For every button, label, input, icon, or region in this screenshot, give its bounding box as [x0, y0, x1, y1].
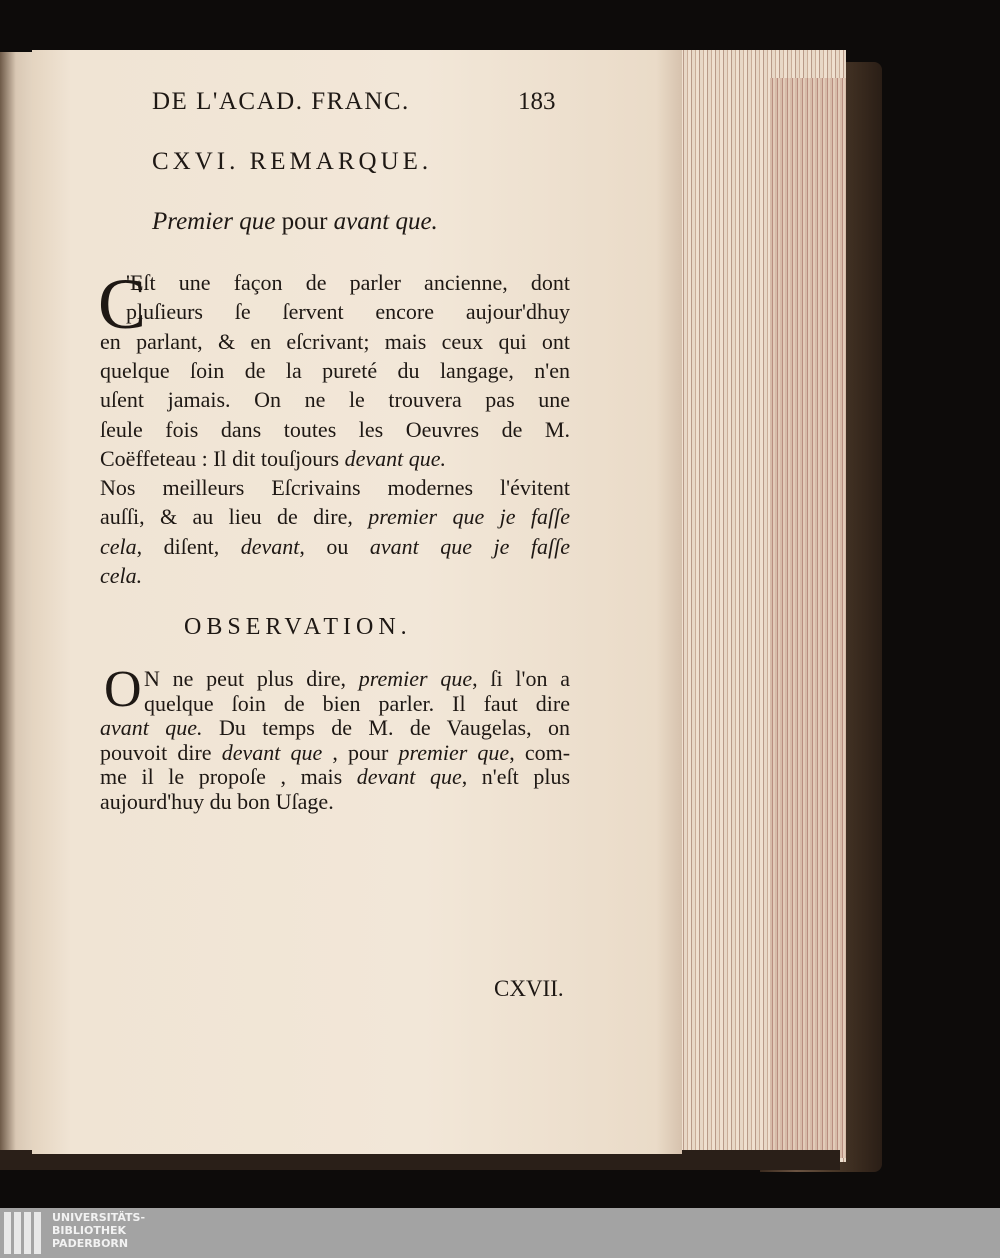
text-segment: premier que je faſſe — [368, 504, 570, 530]
text-line — [100, 417, 570, 443]
text-segment: pouvoit dire — [100, 739, 222, 765]
text-segment: auſſi, & au lieu de dire, — [100, 504, 369, 530]
text-segment: , diſent, — [136, 533, 241, 559]
text-line — [144, 666, 570, 692]
logo-line: BIBLIOTHEK — [52, 1224, 127, 1237]
text-segment: ſeule fois dans toutes les Oeuvres de M. — [100, 416, 570, 442]
logo-line: PADERBORN — [52, 1237, 129, 1250]
text-segment: Du temps de M. de Vaugelas, on — [202, 715, 570, 740]
text-segment: pluſieurs ſe ſervent encore aujour'dhuy — [126, 299, 570, 325]
text-segment: avant que. — [100, 715, 203, 740]
text-segment: quelque ſoin de la pureté du langage, n'en — [100, 357, 570, 383]
text-line — [100, 329, 570, 355]
text-line — [100, 715, 570, 741]
text-line — [126, 299, 570, 325]
text-line — [100, 534, 570, 560]
observation-dropcap: O — [104, 661, 142, 718]
text-segment: quelque ſoin de bien parler. Il faut dire — [144, 690, 570, 716]
library-logo-icon — [4, 1212, 44, 1254]
text-segment: cela. — [100, 563, 143, 588]
remark-title: CXVI. REMARQUE. — [152, 148, 433, 175]
text-segment: , n'eſt plus — [461, 764, 571, 789]
text-line — [100, 764, 570, 790]
text-segment: pour — [275, 208, 334, 235]
text-segment: avant que je faſſe — [369, 533, 571, 559]
remark-dropcap: C — [98, 264, 147, 344]
library-footer — [0, 1208, 1000, 1258]
text-line — [100, 504, 570, 530]
text-segment: devant que — [356, 764, 462, 789]
text-segment: devant que. — [344, 445, 447, 471]
text-line — [100, 387, 570, 413]
text-segment: , com- — [509, 739, 571, 765]
page-number: 183 — [518, 88, 556, 115]
text-segment: 'Eſt une façon de parler ancienne, dont — [126, 270, 570, 295]
text-line — [100, 475, 570, 501]
catchword: CXVII. — [494, 976, 564, 1001]
text-segment: me il le propoſe , mais — [100, 764, 357, 789]
text-segment: N ne peut plus dire, — [144, 666, 359, 691]
text-segment: premier que — [398, 739, 510, 765]
page-edges-inner — [770, 78, 846, 1158]
text-segment: uſent jamais. On ne le trouvera pas une — [100, 387, 570, 413]
text-line — [100, 358, 570, 384]
text-segment: devant — [240, 533, 300, 559]
running-head: DE L'ACAD. FRANC. — [152, 88, 410, 115]
text-segment: cela — [100, 533, 137, 559]
text-line — [100, 446, 570, 472]
text-line — [126, 270, 570, 296]
remark-subtitle — [152, 208, 438, 236]
text-segment: premier que — [358, 666, 473, 691]
text-segment: devant que — [221, 739, 323, 765]
text-line — [144, 691, 570, 717]
text-segment: Premier que — [152, 208, 276, 235]
text-segment: avant que. — [333, 208, 438, 235]
text-segment: , pour — [322, 739, 399, 765]
text-line — [100, 740, 570, 766]
text-segment: en parlant, & en eſcrivant; mais ceux qui ont — [100, 328, 570, 354]
text-segment: , ſi l'on a — [472, 666, 570, 691]
text-segment: Coëffeteau : Il dit touſjours — [100, 445, 345, 471]
text-segment: , ou — [299, 533, 370, 559]
library-logo-text — [52, 1211, 145, 1250]
text-segment: Nos meilleurs Eſcrivains modernes l'évitent — [100, 475, 570, 501]
text-line — [100, 563, 570, 589]
text-segment: aujourd'huy du bon Uſage. — [100, 788, 334, 814]
logo-line: UNIVERSITÄTS- — [52, 1211, 146, 1224]
observation-title: OBSERVATION. — [184, 614, 412, 640]
text-line — [100, 789, 570, 815]
